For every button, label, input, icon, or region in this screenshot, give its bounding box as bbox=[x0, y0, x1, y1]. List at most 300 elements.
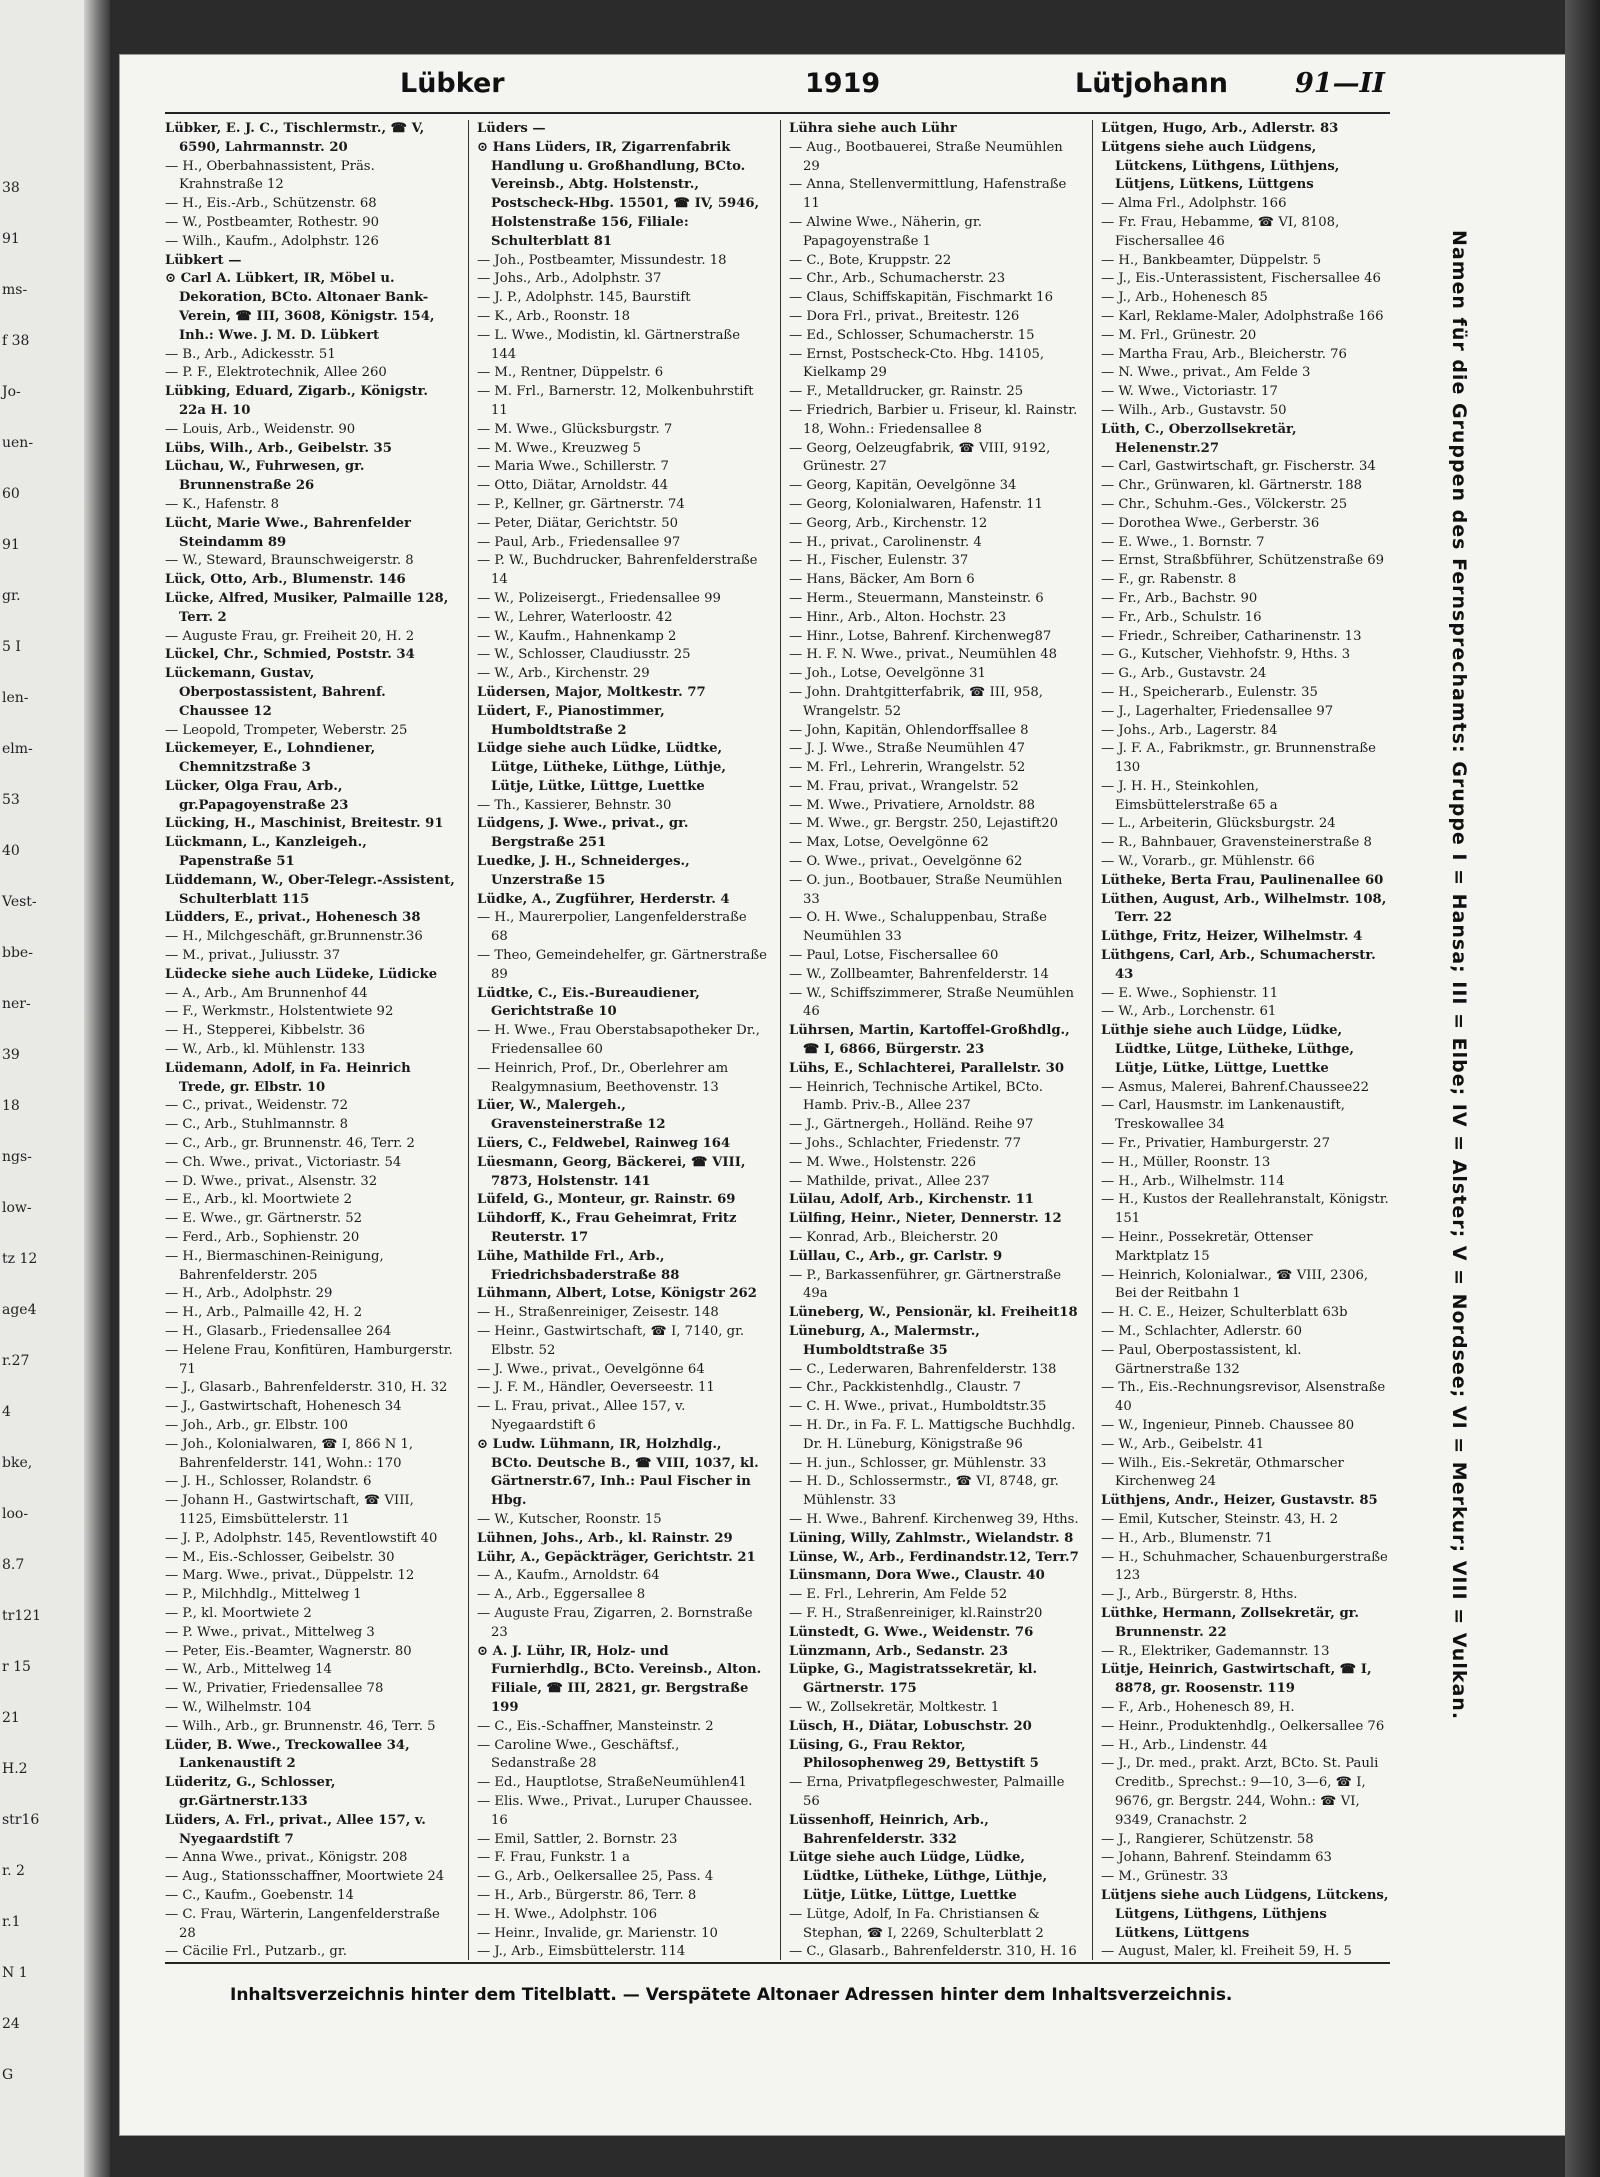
directory-entry: — H., Oberbahnassistent, Präs. Krahnstraße 12 bbox=[165, 158, 375, 193]
directory-entry: — H. D., Schlossermstr., ☎ VI, 8748, gr. Mühlenstr. 33 bbox=[789, 1474, 1059, 1509]
directory-entry: — P., Barkassenführer, gr. Gärtnerstraße 49a bbox=[789, 1267, 1062, 1302]
directory-entry: — W., Arb., Kirchenstr. 29 bbox=[477, 666, 650, 682]
directory-entry: — H. Wwe., Frau Oberstabsapotheker Dr., Friedensallee 60 bbox=[477, 1023, 760, 1058]
directory-entry: Lüdert, F., Pianostimmer, Humboldtstraße 2 bbox=[477, 703, 665, 738]
directory-entry: — Maria Wwe., Schillerstr. 7 bbox=[477, 459, 669, 475]
scan-edge bbox=[1565, 0, 1600, 2177]
previous-page-fragment: r.1 bbox=[2, 1914, 21, 1930]
directory-entry: — Heinr., Gastwirtschaft, ☎ I, 7140, gr. Elbstr. 52 bbox=[477, 1324, 745, 1358]
directory-entry: Lütjens siehe auch Lüdgens, Lütckens, Lütgens, Lüthgens, Lüthjens Lütkens, Lüttgens bbox=[1101, 1887, 1389, 1941]
directory-entry: — C., Glasarb., Bahrenfelderstr. 310, H. 16 bbox=[789, 1944, 1077, 1960]
column-2 bbox=[477, 120, 767, 1960]
directory-entry: — H., Speicherarb., Eulenstr. 35 bbox=[1101, 684, 1318, 700]
directory-entry: — J., Rangierer, Schützenstr. 58 bbox=[1101, 1831, 1314, 1847]
previous-page-fragment: 8.7 bbox=[2, 1557, 25, 1573]
directory-entry: — J., Arb., Bürgerstr. 8, Hths. bbox=[1101, 1587, 1298, 1603]
directory-entry: Lünstedt, G. Wwe., Weidenstr. 76 bbox=[789, 1624, 1034, 1640]
directory-entry: — J. P., Adolphstr. 145, Reventlowstift 40 bbox=[165, 1530, 438, 1546]
directory-entry: Lüllau, C., Arb., gr. Carlstr. 9 bbox=[789, 1248, 1003, 1264]
directory-entry: — Fr. Frau, Hebamme, ☎ VI, 8108, Fischersallee 46 bbox=[1101, 214, 1340, 249]
directory-entry: — P. W., Buchdrucker, Bahrenfelderstraße 14 bbox=[477, 553, 758, 588]
directory-entry: Lüdemann, Adolf, in Fa. Heinrich Trede, gr. Elbstr. 10 bbox=[165, 1060, 411, 1095]
directory-entry: Lüthje siehe auch Lüdge, Lüdke, Lüdtke, Lütge, Lütheke, Lüthge, Lütje, Lütke, Lüttge, Luettke bbox=[1101, 1023, 1355, 1076]
directory-entry: Lünsmann, Dora Wwe., Claustr. 40 bbox=[789, 1568, 1045, 1584]
directory-entry: Lüer, W., Malergeh., Gravensteinerstraße 12 bbox=[477, 1098, 666, 1133]
directory-entry: Lünse, W., Arb., Ferdinandstr.12, Terr.7 bbox=[789, 1549, 1079, 1565]
directory-entry: Lüpke, G., Magistratssekretär, kl. Gärtnerstr. 175 bbox=[789, 1662, 1038, 1697]
directory-entry: — Chr., Grünwaren, kl. Gärtnerstr. 188 bbox=[1101, 478, 1363, 494]
directory-entry: — W., Arb., Lorchenstr. 61 bbox=[1101, 1004, 1277, 1020]
directory-entry: — Georg, Kapitän, Oevelgönne 34 bbox=[789, 478, 1017, 494]
directory-entry: Lück, Otto, Arb., Blumenstr. 146 bbox=[165, 572, 406, 588]
directory-entry: — Peter, Eis.-Beamter, Wagnerstr. 80 bbox=[165, 1643, 412, 1659]
directory-entry: Lüsch, H., Diätar, Lobuschstr. 20 bbox=[789, 1718, 1032, 1734]
column-divider bbox=[1092, 120, 1093, 1960]
directory-entry: Lüdersen, Major, Moltkestr. 77 bbox=[477, 684, 706, 700]
directory-entry: Lüders — bbox=[477, 121, 546, 136]
directory-entry: — Fr., Privatier, Hamburgerstr. 27 bbox=[1101, 1136, 1330, 1152]
directory-columns bbox=[165, 120, 1390, 1960]
directory-entry: — Heinr., Invalide, gr. Marienstr. 10 bbox=[477, 1925, 718, 1941]
directory-entry: — Erna, Privatpflegeschwester, Palmaille 56 bbox=[789, 1775, 1065, 1809]
directory-entry: — H., Bankbeamter, Düppelstr. 5 bbox=[1101, 252, 1322, 268]
directory-entry: — W. Wwe., Victoriastr. 17 bbox=[1101, 384, 1278, 400]
directory-entry: — H., Arb., Wilhelmstr. 114 bbox=[1101, 1173, 1285, 1189]
directory-entry: — H., Kustos der Reallehranstalt, Königstr. 151 bbox=[1101, 1192, 1389, 1227]
previous-page-fragment: tz 12 bbox=[2, 1251, 38, 1267]
directory-entry: Lühdorff, K., Frau Geheimrat, Fritz Reuterstr. 17 bbox=[477, 1211, 737, 1246]
directory-entry: — G., Arb., Oelkersallee 25, Pass. 4 bbox=[477, 1869, 714, 1885]
directory-entry: — H., Arb., Palmaille 42, H. 2 bbox=[165, 1305, 363, 1321]
directory-entry: Lüder, B. Wwe., Treckowallee 34, Lankenaustift 2 bbox=[165, 1737, 410, 1772]
directory-entry: — R., Elektriker, Gademannstr. 13 bbox=[1101, 1643, 1330, 1659]
directory-entry: — M. Wwe., Glücksburgstr. 7 bbox=[477, 421, 673, 437]
directory-entry: — Georg, Kolonialwaren, Hafenstr. 11 bbox=[789, 496, 1043, 512]
previous-page-fragment: elm- bbox=[2, 741, 33, 757]
column-1 bbox=[165, 120, 455, 1960]
directory-entry: — Paul, Oberpostassistent, kl. Gärtnerstraße 132 bbox=[1101, 1342, 1302, 1377]
directory-entry: — Louis, Arb., Weidenstr. 90 bbox=[165, 421, 356, 437]
directory-entry: Lütje, Heinrich, Gastwirtschaft, ☎ I, 8878, gr. Roosenstr. 119 bbox=[1101, 1662, 1372, 1697]
directory-entry: Lübs, Wilh., Arb., Geibelstr. 35 bbox=[165, 440, 392, 456]
directory-entry: — J. Wwe., privat., Oevelgönne 64 bbox=[477, 1361, 705, 1377]
exchange-groups-note: Namen für die Gruppen des Fernsprechamts: Gruppe I = Hansa; III = Elbe; IV = Alster; V = Nordsee; VI = Merkur; VIII = Vulkan. bbox=[1448, 230, 1470, 1721]
directory-entry: — J. P., Adolphstr. 145, Baurstift bbox=[477, 290, 691, 306]
directory-entry: — Alma Frl., Adolphstr. 166 bbox=[1101, 196, 1287, 212]
directory-entry: — W., Kaufm., Hahnenkamp 2 bbox=[477, 628, 677, 644]
directory-entry: Lührsen, Martin, Kartoffel-Großhdlg., ☎ I, 6866, Bürgerstr. 23 bbox=[789, 1023, 1070, 1058]
directory-entry: — F., Arb., Hohenesch 89, H. bbox=[1101, 1699, 1295, 1715]
directory-entry: Lüfeld, G., Monteur, gr. Rainstr. 69 bbox=[477, 1192, 736, 1208]
directory-entry: — Johs., Schlachter, Friedenstr. 77 bbox=[789, 1136, 1021, 1152]
previous-page-fragment: 53 bbox=[2, 792, 20, 808]
directory-entry: — D. Wwe., privat., Alsenstr. 32 bbox=[165, 1173, 378, 1189]
directory-entry: — J., Eis.-Unterassistent, Fischersallee 46 bbox=[1101, 271, 1381, 287]
directory-entry: — Martha Frau, Arb., Bleicherstr. 76 bbox=[1101, 346, 1347, 362]
directory-entry: Lücht, Marie Wwe., Bahrenfelder Steindamm 89 bbox=[165, 515, 411, 550]
directory-entry: Lütgens siehe auch Lüdgens, Lütckens, Lüthgens, Lüthjens, Lütjens, Lütkens, Lüttgens bbox=[1101, 139, 1340, 193]
directory-entry: Lüsing, G., Frau Rektor, Philosophenweg 29, Bettystift 5 bbox=[789, 1737, 1039, 1772]
page-footer: Inhaltsverzeichnis hinter dem Titelblatt. — Verspätete Altonaer Adressen hinter dem Inhaltsverzeichnis. bbox=[230, 1985, 1233, 2005]
directory-entry: Lüderitz, G., Schlosser, gr.Gärtnerstr.133 bbox=[165, 1775, 336, 1809]
directory-entry: — J., Dr. med., prakt. Arzt, BCto. St. Pauli Creditb., Sprechst.: 9—10, 3—6, ☎ I, 9676, gr. Bergstr. 244, Wohn.: ☎ VI, 9349, Cranachstr. 2 bbox=[1101, 1756, 1379, 1828]
directory-entry: — Ferd., Arb., Sophienstr. 20 bbox=[165, 1230, 360, 1246]
previous-page-fragment: ngs- bbox=[2, 1149, 32, 1165]
previous-page-fragment: 38 bbox=[2, 180, 20, 196]
previous-page-fragment: str16 bbox=[2, 1812, 40, 1828]
directory-entry: — J., Glasarb., Bahrenfelderstr. 310, H. 32 bbox=[165, 1380, 448, 1396]
directory-entry: — Fr., Arb., Bachstr. 90 bbox=[1101, 590, 1258, 606]
directory-entry: Lückel, Chr., Schmied, Poststr. 34 bbox=[165, 647, 415, 663]
previous-page-fragment: r 15 bbox=[2, 1659, 31, 1675]
directory-entry: — M. Wwe., Kreuzweg 5 bbox=[477, 440, 642, 456]
directory-entry: — H., Maurerpolier, Langenfelderstraße 68 bbox=[477, 910, 747, 945]
directory-entry: — H., Müller, Roonstr. 13 bbox=[1101, 1154, 1271, 1170]
directory-entry: — R., Bahnbauer, Gravensteinerstraße 8 bbox=[1101, 835, 1372, 851]
directory-entry: Lücking, H., Maschinist, Breitestr. 91 bbox=[165, 816, 444, 832]
directory-entry: — W., Ingenieur, Pinneb. Chaussee 80 bbox=[1101, 1417, 1355, 1433]
directory-entry: — H. F. N. Wwe., privat., Neumühlen 48 bbox=[789, 647, 1058, 663]
footer-rule bbox=[165, 1962, 1390, 1964]
directory-entry: — Chr., Schuhm.-Ges., Völckerstr. 25 bbox=[1101, 496, 1348, 512]
directory-entry: Lüthgens, Carl, Arb., Schumacherstr. 43 bbox=[1101, 948, 1376, 982]
directory-entry: — M. Wwe., Holstenstr. 226 bbox=[789, 1154, 976, 1170]
directory-entry: — J. H. H., Steinkohlen, Eimsbüttelerstraße 65 a bbox=[1101, 778, 1278, 813]
directory-entry: Lüdke, A., Zugführer, Herderstr. 4 bbox=[477, 891, 730, 907]
directory-entry: — M. Frl., Lehrerin, Wrangelstr. 52 bbox=[789, 760, 1026, 776]
directory-entry: — Joh., Kolonialwaren, ☎ I, 866 N 1, Bahrenfelderstr. 141, Wohn.: 170 bbox=[165, 1436, 414, 1471]
directory-entry: — C., Kaufm., Goebenstr. 14 bbox=[165, 1887, 354, 1903]
directory-entry: — C., Arb., Stuhlmannstr. 8 bbox=[165, 1117, 349, 1133]
directory-entry: — F., gr. Rabenstr. 8 bbox=[1101, 572, 1237, 588]
directory-entry: — W., Zollbeamter, Bahrenfelderstr. 14 bbox=[789, 966, 1049, 982]
directory-entry: — W., Lehrer, Waterloostr. 42 bbox=[477, 609, 673, 625]
directory-entry: — H., Arb., Bürgerstr. 86, Terr. 8 bbox=[477, 1887, 697, 1903]
directory-entry: — E. Frl., Lehrerin, Am Felde 52 bbox=[789, 1587, 1008, 1603]
directory-entry: — Alwine Wwe., Näherin, gr. Papagoyenstraße 1 bbox=[789, 214, 982, 249]
previous-page-fragment: 5 I bbox=[2, 639, 21, 655]
directory-entry: — J. F. M., Händler, Oeverseestr. 11 bbox=[477, 1380, 715, 1396]
directory-entry: Lühra siehe auch Lühr bbox=[789, 121, 957, 136]
column-divider bbox=[468, 120, 469, 1960]
directory-entry: — M., Grünestr. 33 bbox=[1101, 1869, 1229, 1885]
previous-page-fragment: 4 bbox=[2, 1404, 11, 1420]
directory-entry: — Heinr., Produktenhdlg., Oelkersallee 76 bbox=[1101, 1718, 1385, 1734]
directory-entry: — M. Wwe., gr. Bergstr. 250, Lejastift20 bbox=[789, 816, 1059, 832]
directory-entry: — Caroline Wwe., Geschäftsf., Sedanstraße 28 bbox=[477, 1737, 680, 1772]
directory-entry: — Peter, Diätar, Gerichtstr. 50 bbox=[477, 515, 678, 531]
directory-entry: — M. Frl., Barnerstr. 12, Molkenbuhrstift 11 bbox=[477, 384, 754, 418]
directory-entry: — H. Wwe., Adolphstr. 106 bbox=[477, 1906, 658, 1922]
directory-entry: — W., Arb., Geibelstr. 41 bbox=[1101, 1436, 1265, 1452]
directory-entry: — Th., Eis.-Rechnungsrevisor, Alsenstraße 40 bbox=[1101, 1380, 1386, 1415]
previous-page-fragment: N 1 bbox=[2, 1965, 28, 1981]
directory-entry: — J., Arb., Eimsbüttelerstr. 114 bbox=[477, 1944, 686, 1960]
previous-page-fragment: 24 bbox=[2, 2016, 20, 2032]
directory-entry: — G., Kutscher, Viehhofstr. 9, Hths. 3 bbox=[1101, 647, 1351, 663]
directory-entry: Lüddemann, W., Ober-Telegr.-Assistent, Schulterblatt 115 bbox=[165, 872, 455, 907]
directory-entry: — Friedr., Schreiber, Catharinenstr. 13 bbox=[1101, 628, 1362, 644]
previous-page-fragment: ner- bbox=[2, 996, 31, 1012]
directory-entry: — Ernst, Postscheck-Cto. Hbg. 14105, Kielkamp 29 bbox=[789, 346, 1045, 381]
directory-entry: — H., Biermaschinen-Reinigung, Bahrenfelderstr. 205 bbox=[165, 1248, 384, 1283]
directory-entry: ⊙ Carl A. Lübkert, IR, Möbel u. Dekoration, BCto. Altonaer Bank-Verein, ☎ III, 3608, Königstr. 154, Inh.: Wwe. J. M. D. Lübkert bbox=[165, 271, 435, 343]
previous-page-fragment: low- bbox=[2, 1200, 32, 1216]
directory-entry: — H., Fischer, Eulenstr. 37 bbox=[789, 553, 969, 569]
directory-entry: — Paul, Arb., Friedensallee 97 bbox=[477, 534, 681, 550]
directory-entry: — H., Arb., Lindenstr. 44 bbox=[1101, 1737, 1268, 1753]
directory-entry: — W., Zollsekretär, Moltkestr. 1 bbox=[789, 1699, 1000, 1715]
directory-entry: — J. H., Schlosser, Rolandstr. 6 bbox=[165, 1474, 372, 1490]
directory-entry: — Asmus, Malerei, Bahrenf.Chaussee22 bbox=[1101, 1079, 1370, 1095]
directory-entry: — W., Schiffszimmerer, Straße Neumühlen 46 bbox=[789, 985, 1074, 1020]
directory-entry: — Aug., Stationsschaffner, Moortwiete 24 bbox=[165, 1869, 445, 1885]
previous-page-fragment: f 38 bbox=[2, 333, 30, 349]
directory-entry: — P. Wwe., privat., Mittelweg 3 bbox=[165, 1624, 375, 1640]
directory-entry: — C., privat., Weidenstr. 72 bbox=[165, 1098, 349, 1114]
directory-entry: — Georg, Oelzeugfabrik, ☎ VIII, 9192, Grünestr. 27 bbox=[789, 440, 1051, 475]
directory-entry: Lübking, Eduard, Zigarb., Königstr. 22a H. 10 bbox=[165, 384, 428, 418]
directory-entry: Lücke, Alfred, Musiker, Palmaille 128, Terr. 2 bbox=[165, 590, 449, 625]
directory-entry: — E. Wwe., 1. Bornstr. 7 bbox=[1101, 534, 1265, 550]
directory-entry: Lüthge, Fritz, Heizer, Wilhelmstr. 4 bbox=[1101, 929, 1363, 945]
directory-entry: Lücker, Olga Frau, Arb., gr.Papagoyenstraße 23 bbox=[165, 778, 349, 813]
directory-entry: Lülfing, Heinr., Nieter, Dennerstr. 12 bbox=[789, 1211, 1062, 1227]
directory-entry: Lüers, C., Feldwebel, Rainweg 164 bbox=[477, 1136, 731, 1152]
previous-page-fragment: 40 bbox=[2, 843, 20, 859]
previous-page-fragment: 60 bbox=[2, 486, 20, 502]
directory-entry: Lünzmann, Arb., Sedanstr. 23 bbox=[789, 1643, 1009, 1659]
previous-page-fragment: tr121 bbox=[2, 1608, 42, 1624]
previous-page-fragment: 91 bbox=[2, 537, 20, 553]
directory-entry: — G., Arb., Gustavstr. 24 bbox=[1101, 666, 1267, 682]
directory-entry: Luedke, J. H., Schneiderges., Unzerstraße 15 bbox=[477, 854, 690, 888]
previous-page-fragment: ms- bbox=[2, 282, 28, 298]
directory-entry: — Emil, Sattler, 2. Bornstr. 23 bbox=[477, 1831, 678, 1847]
directory-entry: Lüneberg, W., Pensionär, kl. Freiheit18 bbox=[789, 1305, 1078, 1321]
directory-entry: — Herm., Steuermann, Mansteinstr. 6 bbox=[789, 590, 1044, 606]
directory-entry: — C., Arb., gr. Brunnenstr. 46, Terr. 2 bbox=[165, 1136, 415, 1152]
directory-entry: ⊙ Hans Lüders, IR, Zigarrenfabrik Handlung u. Großhandlung, BCto. Vereinsb., Abtg. Holstenstr., Postscheck-Hbg. 15501, ☎ IV, 5946, Holstenstraße 156, Filiale: Schulterblatt 81 bbox=[477, 139, 760, 249]
directory-entry: — Heinr., Possekretär, Ottenser Marktplatz 15 bbox=[1101, 1230, 1313, 1264]
directory-entry: — Johann, Bahrenf. Steindamm 63 bbox=[1101, 1850, 1332, 1866]
directory-entry: — J. J. Wwe., Straße Neumühlen 47 bbox=[789, 741, 1026, 757]
directory-entry: — H. C. E., Heizer, Schulterblatt 63b bbox=[1101, 1305, 1348, 1321]
directory-entry: — C., Bote, Kruppstr. 22 bbox=[789, 252, 952, 268]
directory-entry: — Johann H., Gastwirtschaft, ☎ VIII, 1125, Eimsbüttelerstr. 11 bbox=[165, 1493, 414, 1527]
directory-entry: — L. Frau, privat., Allee 157, v. Nyegaardstift 6 bbox=[477, 1399, 686, 1433]
previous-page-fragment: loo- bbox=[2, 1506, 29, 1522]
directory-entry: — Cäcilie Frl., Putzarb., gr. bbox=[165, 1944, 347, 1960]
directory-entry: — Dora Frl., privat., Breitestr. 126 bbox=[789, 308, 1020, 324]
directory-entry: — J., Lagerhalter, Friedensallee 97 bbox=[1101, 703, 1334, 719]
directory-entry: Lüdecke siehe auch Lüdeke, Lüdicke bbox=[165, 966, 438, 982]
previous-page-fragment: age4 bbox=[2, 1302, 37, 1318]
directory-entry: — O. Wwe., privat., Oevelgönne 62 bbox=[789, 854, 1023, 870]
directory-entry: — Elis. Wwe., Privat., Luruper Chaussee. 16 bbox=[477, 1793, 753, 1828]
directory-entry: — W., Steward, Braunschweigerstr. 8 bbox=[165, 553, 414, 569]
previous-page-fragment: 91 bbox=[2, 231, 20, 247]
column-4 bbox=[1101, 120, 1390, 1960]
page-number: 91—II bbox=[1295, 68, 1385, 99]
directory-entry: — C., Eis.-Schaffner, Mansteinstr. 2 bbox=[477, 1718, 714, 1734]
directory-entry: — Auguste Frau, Zigarren, 2. Bornstraße 23 bbox=[477, 1605, 753, 1640]
directory-entry: — M. Frl., Grünestr. 20 bbox=[1101, 327, 1257, 343]
directory-entry: Lühr, A., Gepäckträger, Gerichtstr. 21 bbox=[477, 1549, 756, 1565]
directory-entry: Lüth, C., Oberzollsekretär, Helenenstr.27 bbox=[1101, 421, 1297, 456]
header-left-word: Lübker bbox=[400, 68, 505, 99]
directory-entry: — Th., Kassierer, Behnstr. 30 bbox=[477, 797, 672, 813]
directory-entry: Lüdge siehe auch Lüdke, Lüdtke, Lütge, Lütheke, Lüthge, Lüthje, Lütje, Lütke, Lüttge, Luettke bbox=[477, 741, 727, 794]
directory-entry: Lückemeyer, E., Lohndiener, Chemnitzstraße 3 bbox=[165, 741, 376, 776]
previous-page-fragment: r. 2 bbox=[2, 1863, 25, 1879]
directory-entry: — Paul, Lotse, Fischersallee 60 bbox=[789, 948, 999, 964]
directory-entry: Lüneburg, A., Malermstr., Humboldtstraße 35 bbox=[789, 1324, 980, 1358]
directory-entry: — F. Frau, Funkstr. 1 a bbox=[477, 1850, 630, 1866]
directory-entry: — H., Glasarb., Friedensallee 264 bbox=[165, 1324, 392, 1339]
book-gutter bbox=[84, 0, 110, 2177]
directory-entry: — A., Arb., Eggersallee 8 bbox=[477, 1587, 646, 1603]
directory-entry: — Heinrich, Kolonialwar., ☎ VIII, 2306, Bei der Reitbahn 1 bbox=[1101, 1267, 1369, 1302]
previous-page-fragment: r.27 bbox=[2, 1353, 30, 1369]
directory-entry: — W., Wilhelmstr. 104 bbox=[165, 1699, 312, 1715]
directory-entry: — Wilh., Arb., gr. Brunnenstr. 46, Terr. 5 bbox=[165, 1718, 436, 1734]
directory-entry: Lüssenhoff, Heinrich, Arb., Bahrenfelderstr. 332 bbox=[789, 1812, 989, 1847]
directory-entry: — W., Privatier, Friedensallee 78 bbox=[165, 1681, 384, 1697]
directory-entry: — J. F. A., Fabrikmstr., gr. Brunnenstraße 130 bbox=[1101, 741, 1376, 776]
directory-entry: ⊙ Ludw. Lühmann, IR, Holzhdlg., BCto. Deutsche B., ☎ VIII, 1037, kl. Gärtnerstr.67, Inh.: Paul Fischer in Hbg. bbox=[477, 1436, 759, 1509]
directory-entry: — P. F., Elektrotechnik, Allee 260 bbox=[165, 365, 387, 381]
directory-entry: Lüdders, E., privat., Hohenesch 38 bbox=[165, 910, 421, 926]
directory-entry: — Friedrich, Barbier u. Friseur, kl. Rainstr. 18, Wohn.: Friedensallee 8 bbox=[789, 402, 1078, 437]
directory-entry: Lüdtke, C., Eis.-Bureaudiener, Gerichtstraße 10 bbox=[477, 985, 700, 1020]
directory-entry: Lüthke, Hermann, Zollsekretär, gr. Brunnenstr. 22 bbox=[1101, 1605, 1359, 1640]
directory-entry: — Theo, Gemeindehelfer, gr. Gärtnerstraße 89 bbox=[477, 948, 767, 982]
previous-page-fragment: bbe- bbox=[2, 945, 33, 961]
directory-entry: — M., privat., Juliusstr. 37 bbox=[165, 948, 341, 964]
directory-entry: — M., Schlachter, Adlerstr. 60 bbox=[1101, 1324, 1303, 1339]
directory-entry: — W., Vorarb., gr. Mühlenstr. 66 bbox=[1101, 854, 1315, 870]
directory-entry: — Ernst, Straßbführer, Schützenstraße 69 bbox=[1101, 553, 1384, 569]
previous-page-fragment: len- bbox=[2, 690, 29, 706]
directory-entry: — H., Eis.-Arb., Schützenstr. 68 bbox=[165, 196, 377, 212]
directory-entry: — F., Metalldrucker, gr. Rainstr. 25 bbox=[789, 384, 1024, 400]
directory-entry: — Claus, Schiffskapitän, Fischmarkt 16 bbox=[789, 290, 1053, 306]
directory-entry: — Anna, Stellenvermittlung, Hafenstraße 11 bbox=[789, 177, 1067, 212]
directory-entry: — N. Wwe., privat., Am Felde 3 bbox=[1101, 365, 1311, 381]
directory-entry: — Joh., Postbeamter, Missundestr. 18 bbox=[477, 252, 727, 268]
directory-entry: — Carl, Hausmstr. im Lankenaustift, Treskowallee 34 bbox=[1101, 1098, 1345, 1133]
directory-entry: — Fr., Arb., Schulstr. 16 bbox=[1101, 609, 1262, 625]
directory-entry: — J., Gärtnergeh., Holländ. Reihe 97 bbox=[789, 1117, 1034, 1133]
directory-entry: — Georg, Arb., Kirchenstr. 12 bbox=[789, 515, 988, 531]
directory-entry: — H. Wwe., Bahrenf. Kirchenweg 39, Hths. bbox=[789, 1511, 1079, 1527]
previous-page-fragment: G bbox=[2, 2067, 14, 2083]
directory-entry: — K., Arb., Roonstr. 18 bbox=[477, 308, 631, 324]
directory-entry: Lühe, Mathilde Frl., Arb., Friedrichsbaderstraße 88 bbox=[477, 1248, 680, 1283]
directory-entry: — L. Wwe., Modistin, kl. Gärtnerstraße 144 bbox=[477, 327, 741, 362]
directory-entry: — H., Straßenreiniger, Zeisestr. 148 bbox=[477, 1305, 719, 1321]
previous-page-fragment: 18 bbox=[2, 1098, 20, 1114]
directory-entry: Lüesmann, Georg, Bäckerei, ☎ VIII, 7873, Holstenstr. 141 bbox=[477, 1154, 746, 1189]
directory-entry: — M. Frau, privat., Wrangelstr. 52 bbox=[789, 778, 1019, 794]
directory-entry: — August, Maler, kl. Freiheit 59, H. 5 bbox=[1101, 1944, 1352, 1960]
previous-page-fragment: bke, bbox=[2, 1455, 33, 1471]
directory-entry: — W., Kutscher, Roonstr. 15 bbox=[477, 1511, 662, 1527]
directory-entry: — Mathilde, privat., Allee 237 bbox=[789, 1173, 990, 1189]
directory-entry: — W., Schlosser, Claudiusstr. 25 bbox=[477, 647, 691, 663]
directory-entry: — P., kl. Moortwiete 2 bbox=[165, 1605, 312, 1621]
directory-entry: — Wilh., Arb., Gustavstr. 50 bbox=[1101, 402, 1287, 418]
directory-entry: — M., Eis.-Schlosser, Geibelstr. 30 bbox=[165, 1549, 395, 1565]
directory-entry: — John. Drahtgitterfabrik, ☎ III, 958, Wrangelstr. 52 bbox=[789, 684, 1043, 719]
directory-entry: — A., Kaufm., Arnoldstr. 64 bbox=[477, 1568, 660, 1584]
directory-entry: — Auguste Frau, gr. Freiheit 20, H. 2 bbox=[165, 628, 415, 644]
directory-entry: — P., Kellner, gr. Gärtnerstr. 74 bbox=[477, 496, 685, 512]
directory-entry: — Otto, Diätar, Arnoldstr. 44 bbox=[477, 478, 669, 494]
directory-entry: — A., Arb., Am Brunnenhof 44 bbox=[165, 985, 368, 1001]
directory-entry: Lübkert — bbox=[165, 252, 242, 268]
directory-entry: Lühmann, Albert, Lotse, Königstr 262 bbox=[477, 1286, 757, 1302]
directory-entry: — C., Lederwaren, Bahrenfelderstr. 138 bbox=[789, 1361, 1057, 1377]
directory-entry: — L., Arbeiterin, Glücksburgstr. 24 bbox=[1101, 816, 1336, 832]
column-divider bbox=[780, 120, 781, 1960]
directory-entry: — H., Milchgeschäft, gr.Brunnenstr.36 bbox=[165, 929, 423, 945]
directory-entry: Lütge siehe auch Lüdge, Lüdke, Lüdtke, Lütheke, Lüthge, Lüthje, Lütje, Lütke, Lüttge, Luettke bbox=[789, 1850, 1048, 1903]
directory-entry: — H., Arb., Blumenstr. 71 bbox=[1101, 1530, 1273, 1546]
directory-entry: — W., Postbeamter, Rothestr. 90 bbox=[165, 214, 380, 230]
directory-entry: — Dorothea Wwe., Gerberstr. 36 bbox=[1101, 515, 1320, 531]
directory-entry: — Aug., Bootbauerei, Straße Neumühlen 29 bbox=[789, 139, 1063, 174]
page-header bbox=[290, 68, 1570, 108]
directory-entry: — H. jun., Schlosser, gr. Mühlenstr. 33 bbox=[789, 1455, 1047, 1471]
directory-entry: — Max, Lotse, Oevelgönne 62 bbox=[789, 835, 989, 851]
directory-entry: — Chr., Packkistenhdlg., Claustr. 7 bbox=[789, 1380, 1022, 1396]
directory-entry: — Wilh., Eis.-Sekretär, Othmarscher Kirchenweg 24 bbox=[1101, 1455, 1344, 1490]
directory-entry: — Joh., Lotse, Oevelgönne 31 bbox=[789, 666, 986, 682]
directory-entry: — H., Stepperei, Kibbelstr. 36 bbox=[165, 1023, 366, 1039]
header-rule bbox=[165, 112, 1390, 114]
directory-entry: — John, Kapitän, Ohlendorffsallee 8 bbox=[789, 722, 1029, 738]
directory-entry: Lülau, Adolf, Arb., Kirchenstr. 11 bbox=[789, 1192, 1034, 1208]
directory-entry: — J., Arb., Hohenesch 85 bbox=[1101, 290, 1268, 306]
directory-entry: — Ed., Hauptlotse, StraßeNeumühlen41 bbox=[477, 1775, 747, 1791]
directory-entry: — J., Gastwirtschaft, Hohenesch 34 bbox=[165, 1399, 402, 1415]
directory-entry: — W., Arb., Mittelweg 14 bbox=[165, 1662, 332, 1678]
directory-entry: Lüning, Willy, Zahlmstr., Wielandstr. 8 bbox=[789, 1530, 1074, 1546]
directory-entry: — Anna Wwe., privat., Königstr. 208 bbox=[165, 1850, 408, 1866]
directory-entry: Lüthjens, Andr., Heizer, Gustavstr. 85 bbox=[1101, 1493, 1378, 1509]
previous-page-fragment: Vest- bbox=[2, 894, 37, 910]
directory-entry: — H., Arb., Adolphstr. 29 bbox=[165, 1286, 333, 1302]
previous-page-fragment: 39 bbox=[2, 1047, 20, 1063]
header-year: 1919 bbox=[805, 68, 881, 99]
directory-entry: — Chr., Arb., Schumacherstr. 23 bbox=[789, 271, 1006, 287]
directory-entry: — Ed., Schlosser, Schumacherstr. 15 bbox=[789, 327, 1035, 343]
directory-entry: Lückemann, Gustav, Oberpostassistent, Bahrenf. Chaussee 12 bbox=[165, 666, 386, 719]
directory-entry: — Johs., Arb., Lagerstr. 84 bbox=[1101, 722, 1278, 738]
directory-entry: — F., Werkmstr., Holstentwiete 92 bbox=[165, 1004, 394, 1020]
directory-entry: — Marg. Wwe., privat., Düppelstr. 12 bbox=[165, 1568, 415, 1584]
directory-entry: — E. Wwe., gr. Gärtnerstr. 52 bbox=[165, 1211, 362, 1227]
directory-entry: — Hans, Bäcker, Am Born 6 bbox=[789, 572, 975, 588]
directory-entry: — Helene Frau, Konfitüren, Hamburgerstr. 71 bbox=[165, 1342, 453, 1377]
directory-entry: — Ch. Wwe., privat., Victoriastr. 54 bbox=[165, 1154, 402, 1170]
directory-entry: — Heinrich, Prof., Dr., Oberlehrer am Realgymnasium, Beethovenstr. 13 bbox=[477, 1060, 729, 1095]
directory-entry: — Hinr., Arb., Alton. Hochstr. 23 bbox=[789, 609, 1007, 625]
directory-entry: — E., Arb., kl. Moortwiete 2 bbox=[165, 1192, 353, 1208]
directory-entry: Lüchau, W., Fuhrwesen, gr. Brunnenstraße 26 bbox=[165, 459, 365, 494]
